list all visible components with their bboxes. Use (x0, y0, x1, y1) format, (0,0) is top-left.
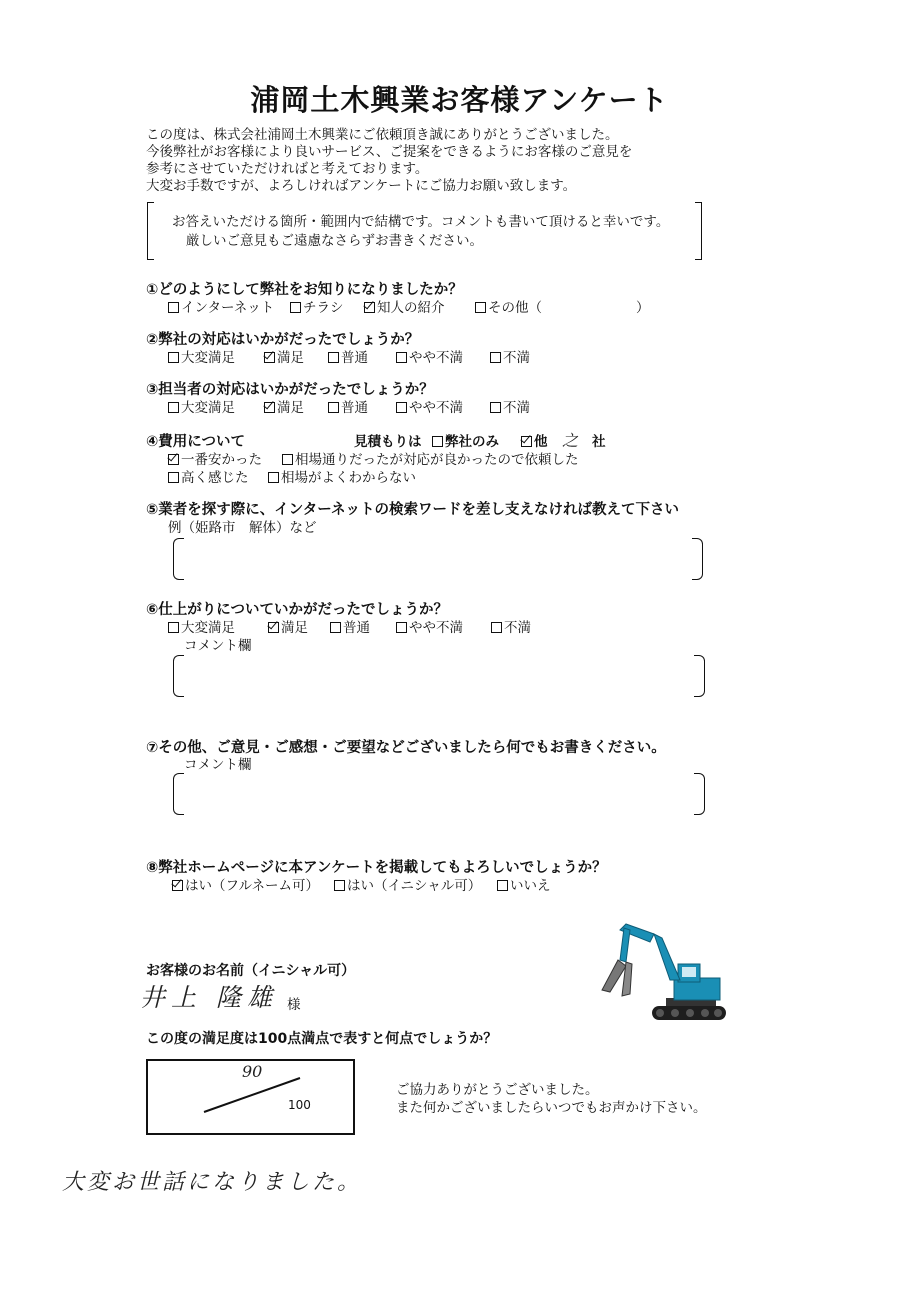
customer-name-suffix: 様 (287, 997, 301, 1013)
q1-other-close: ） (636, 300, 650, 316)
q1-option-flyer[interactable]: チラシ (290, 296, 344, 316)
handwritten-comment: 大変お世話になりました。 (62, 1170, 363, 1195)
q5-answer-field[interactable] (188, 540, 688, 578)
checked-checkbox-icon (268, 622, 279, 633)
survey-title: 浦岡土木興業お客様アンケート (250, 83, 669, 117)
checked-checkbox-icon (172, 880, 183, 891)
q4-reason-expensive[interactable]: 高く感じた (168, 466, 249, 486)
q4-estimate-others[interactable]: 他 (521, 430, 548, 450)
checkbox-icon (490, 352, 501, 363)
q5-label: ⑤業者を探す際に、インターネットの検索ワードを差し支えなければ教えて下さい (146, 502, 679, 518)
q7-comment-field[interactable] (188, 775, 688, 813)
checkbox-icon (168, 622, 179, 633)
score-max: 100 (288, 1098, 311, 1112)
q6-bracket-right (694, 655, 705, 697)
q8-option-no[interactable]: いいえ (497, 874, 551, 894)
checkbox-icon (432, 436, 443, 447)
checkbox-icon (168, 472, 179, 483)
checkbox-icon (330, 622, 341, 633)
thanks-line-2: また何かございましたらいつでもお声かけ下さい。 (396, 1100, 707, 1116)
q6-comment-label: コメント欄 (184, 638, 252, 654)
checkbox-icon (497, 880, 508, 891)
q3-option-neutral[interactable]: 普通 (328, 396, 368, 416)
intro-line-1: この度は、株式会社浦岡土木興業にご依頼頂き誠にありがとうございました。 (146, 127, 619, 143)
checkbox-icon (282, 454, 293, 465)
intro-line-2: 今後弊社がお客様により良いサービス、ご提案をできるようにお客様のご意見を (146, 144, 633, 160)
q4-estimate-label: 見積もりは (354, 434, 422, 450)
checkbox-icon (168, 402, 179, 413)
q5-bracket-right (692, 538, 703, 580)
q6-option-very-satisfied[interactable]: 大変満足 (168, 616, 235, 636)
q2-option-somewhat-dissatisfied[interactable]: やや不満 (396, 346, 463, 366)
checkbox-icon (491, 622, 502, 633)
q4-label: ④費用について (146, 434, 245, 450)
customer-name-label: お客様のお名前（イニシャル可） (146, 963, 356, 979)
note-line-2: 厳しいご意見もご遠慮なさらずお書きください。 (186, 233, 483, 249)
q3-option-somewhat-dissatisfied[interactable]: やや不満 (396, 396, 463, 416)
q6-bracket-left (173, 655, 184, 697)
checked-checkbox-icon (264, 352, 275, 363)
q8-option-full-name[interactable]: はい（フルネーム可） (172, 874, 319, 894)
q4-estimate-only-us[interactable]: 弊社のみ (432, 430, 499, 450)
q8-option-initials[interactable]: はい（イニシャル可） (334, 874, 481, 894)
q1-option-referral[interactable]: 知人の紹介 (364, 296, 445, 316)
score-value-handwritten: 90 (242, 1062, 263, 1081)
q6-comment-field[interactable] (188, 657, 688, 695)
checkbox-icon (290, 302, 301, 313)
q4-reason-good-service[interactable]: 相場通りだったが対応が良かったので依頼した (282, 448, 579, 468)
q5-bracket-left (173, 538, 184, 580)
q7-label: ⑦その他、ご意見・ご感想・ご要望などございましたら何でもお書きください。 (146, 740, 666, 756)
q7-bracket-right (694, 773, 705, 815)
q4-reason-unknown[interactable]: 相場がよくわからない (268, 466, 416, 486)
note-bracket-left (147, 202, 154, 260)
customer-name-handwritten: 井上 隆雄 (140, 983, 278, 1012)
checkbox-icon (475, 302, 486, 313)
q3-option-satisfied[interactable]: 満足 (264, 396, 304, 416)
checkbox-icon (328, 352, 339, 363)
checked-checkbox-icon (168, 454, 179, 465)
excavator-icon (602, 924, 726, 1020)
intro-line-3: 参考にさせていただければと考えております。 (146, 161, 429, 177)
q3-label: ③担当者の対応はいかがだったでしょうか？ (146, 382, 434, 398)
checkbox-icon (396, 402, 407, 413)
q1-option-internet[interactable]: インターネット (168, 296, 274, 316)
q2-option-dissatisfied[interactable]: 不満 (490, 346, 530, 366)
checked-checkbox-icon (264, 402, 275, 413)
note-bracket-right (695, 202, 702, 260)
q2-option-satisfied[interactable]: 満足 (264, 346, 304, 366)
checkbox-icon (396, 622, 407, 633)
q2-option-neutral[interactable]: 普通 (328, 346, 368, 366)
intro-line-4: 大変お手数ですが、よろしければアンケートにご協力お願い致します。 (146, 178, 577, 194)
checked-checkbox-icon (364, 302, 375, 313)
q2-label: ②弊社の対応はいかがだったでしょうか？ (146, 332, 420, 348)
q6-option-somewhat-dissatisfied[interactable]: やや不満 (396, 616, 463, 636)
q5-example: 例（姫路市 解体）など (168, 520, 317, 536)
checkbox-icon (168, 352, 179, 363)
q6-option-neutral[interactable]: 普通 (330, 616, 370, 636)
note-line-1: お答えいただける箇所・範囲内で結構です。コメントも書いて頂けると幸いです。 (172, 214, 670, 230)
checkbox-icon (168, 302, 179, 313)
q1-option-other[interactable]: その他（ (475, 296, 542, 316)
q1-label: ①どのようにして弊社をお知りになりましたか？ (146, 282, 463, 298)
thanks-line-1: ご協力ありがとうございました。 (396, 1082, 599, 1098)
q3-option-dissatisfied[interactable]: 不満 (490, 396, 530, 416)
excavator-illustration (592, 920, 732, 1025)
q7-comment-label: コメント欄 (184, 757, 252, 773)
q4-reason-cheapest[interactable]: 一番安かった (168, 448, 262, 468)
checkbox-icon (268, 472, 279, 483)
checkbox-icon (334, 880, 345, 891)
checkbox-icon (328, 402, 339, 413)
q8-label: ⑧弊社ホームページに本アンケートを掲載してもよろしいでしょうか？ (146, 860, 607, 876)
q3-option-very-satisfied[interactable]: 大変満足 (168, 396, 235, 416)
q2-option-very-satisfied[interactable]: 大変満足 (168, 346, 235, 366)
checkbox-icon (396, 352, 407, 363)
score-question: この度の満足度は100点満点で表すと何点でしょうか？ (146, 1031, 498, 1047)
q4-company-suffix: 社 (592, 434, 606, 450)
q6-option-dissatisfied[interactable]: 不満 (491, 616, 531, 636)
q4-other-count-handwritten: 之 (562, 431, 579, 450)
checkbox-icon (490, 402, 501, 413)
q7-bracket-left (173, 773, 184, 815)
q6-option-satisfied[interactable]: 満足 (268, 616, 308, 636)
checked-checkbox-icon (521, 436, 532, 447)
q6-label: ⑥仕上がりについていかがだったでしょうか？ (146, 602, 448, 618)
